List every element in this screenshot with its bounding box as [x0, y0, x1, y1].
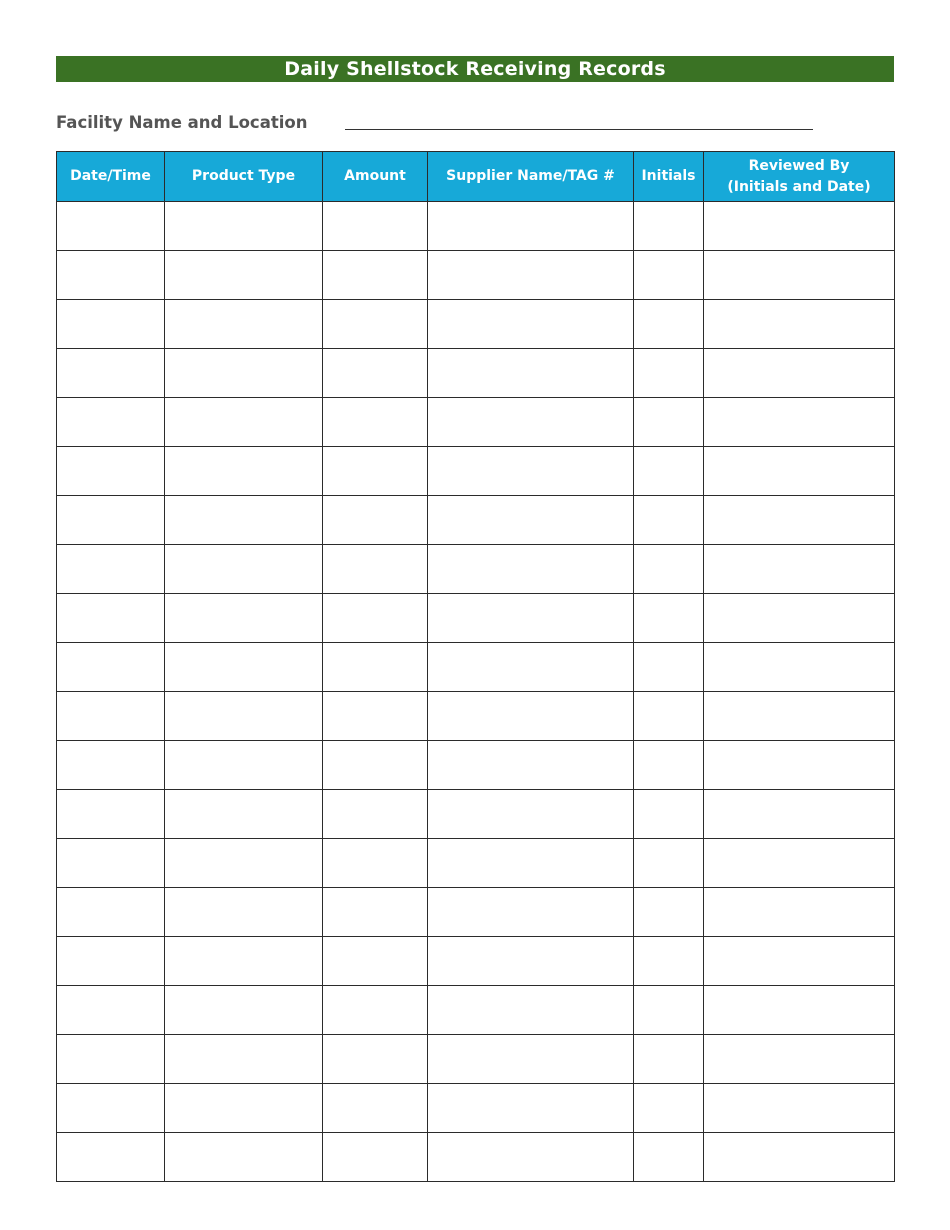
cell-reviewed-by[interactable] [704, 790, 895, 839]
facility-name-field[interactable] [345, 129, 813, 130]
cell-amount[interactable] [323, 496, 428, 545]
table-row [57, 692, 895, 741]
header-product-type: Product Type [165, 152, 323, 202]
cell-initials[interactable] [634, 300, 704, 349]
table-row [57, 790, 895, 839]
cell-initials[interactable] [634, 349, 704, 398]
cell-reviewed-by[interactable] [704, 1133, 895, 1182]
cell-supplier-name-tag[interactable] [428, 202, 634, 251]
cell-amount[interactable] [323, 545, 428, 594]
table-row [57, 1084, 895, 1133]
cell-reviewed-by[interactable] [704, 1035, 895, 1084]
cell-product-type[interactable] [165, 888, 323, 937]
cell-date-time[interactable] [57, 1133, 165, 1182]
cell-supplier-name-tag[interactable] [428, 349, 634, 398]
table-row [57, 888, 895, 937]
cell-product-type[interactable] [165, 251, 323, 300]
cell-date-time[interactable] [57, 839, 165, 888]
cell-product-type[interactable] [165, 1035, 323, 1084]
table-row [57, 839, 895, 888]
cell-product-type[interactable] [165, 398, 323, 447]
cell-supplier-name-tag[interactable] [428, 1035, 634, 1084]
table-row [57, 594, 895, 643]
cell-supplier-name-tag[interactable] [428, 692, 634, 741]
table-body [57, 202, 895, 1182]
cell-reviewed-by[interactable] [704, 447, 895, 496]
cell-supplier-name-tag[interactable] [428, 594, 634, 643]
cell-initials[interactable] [634, 692, 704, 741]
cell-reviewed-by[interactable] [704, 839, 895, 888]
cell-date-time[interactable] [57, 202, 165, 251]
cell-amount[interactable] [323, 594, 428, 643]
cell-date-time[interactable] [57, 545, 165, 594]
cell-initials[interactable] [634, 1035, 704, 1084]
cell-initials[interactable] [634, 986, 704, 1035]
cell-date-time[interactable] [57, 1084, 165, 1133]
cell-supplier-name-tag[interactable] [428, 643, 634, 692]
cell-initials[interactable] [634, 1133, 704, 1182]
cell-initials[interactable] [634, 888, 704, 937]
cell-reviewed-by[interactable] [704, 251, 895, 300]
table-row [57, 545, 895, 594]
cell-amount[interactable] [323, 888, 428, 937]
cell-date-time[interactable] [57, 447, 165, 496]
cell-amount[interactable] [323, 349, 428, 398]
cell-initials[interactable] [634, 643, 704, 692]
header-reviewed-by: Reviewed By (Initials and Date) [704, 152, 895, 202]
cell-reviewed-by[interactable] [704, 349, 895, 398]
cell-amount[interactable] [323, 790, 428, 839]
cell-date-time[interactable] [57, 986, 165, 1035]
cell-amount[interactable] [323, 1035, 428, 1084]
cell-date-time[interactable] [57, 790, 165, 839]
table-row [57, 1133, 895, 1182]
table-row [57, 300, 895, 349]
cell-reviewed-by[interactable] [704, 398, 895, 447]
facility-label: Facility Name and Location [56, 113, 308, 132]
cell-initials[interactable] [634, 594, 704, 643]
cell-amount[interactable] [323, 643, 428, 692]
cell-supplier-name-tag[interactable] [428, 741, 634, 790]
cell-product-type[interactable] [165, 1084, 323, 1133]
cell-date-time[interactable] [57, 1035, 165, 1084]
cell-date-time[interactable] [57, 496, 165, 545]
cell-initials[interactable] [634, 937, 704, 986]
cell-product-type[interactable] [165, 496, 323, 545]
cell-product-type[interactable] [165, 300, 323, 349]
table-row [57, 741, 895, 790]
cell-supplier-name-tag[interactable] [428, 398, 634, 447]
cell-supplier-name-tag[interactable] [428, 1133, 634, 1182]
cell-initials[interactable] [634, 447, 704, 496]
cell-product-type[interactable] [165, 839, 323, 888]
cell-supplier-name-tag[interactable] [428, 251, 634, 300]
cell-reviewed-by[interactable] [704, 496, 895, 545]
cell-supplier-name-tag[interactable] [428, 839, 634, 888]
cell-product-type[interactable] [165, 545, 323, 594]
cell-date-time[interactable] [57, 888, 165, 937]
cell-supplier-name-tag[interactable] [428, 545, 634, 594]
cell-supplier-name-tag[interactable] [428, 888, 634, 937]
header-supplier-name-tag: Supplier Name/TAG # [428, 152, 634, 202]
cell-date-time[interactable] [57, 937, 165, 986]
header-amount: Amount [323, 152, 428, 202]
cell-supplier-name-tag[interactable] [428, 790, 634, 839]
cell-product-type[interactable] [165, 1133, 323, 1182]
cell-amount[interactable] [323, 839, 428, 888]
cell-product-type[interactable] [165, 447, 323, 496]
cell-date-time[interactable] [57, 692, 165, 741]
cell-initials[interactable] [634, 398, 704, 447]
cell-initials[interactable] [634, 790, 704, 839]
cell-amount[interactable] [323, 692, 428, 741]
cell-reviewed-by[interactable] [704, 545, 895, 594]
cell-amount[interactable] [323, 398, 428, 447]
cell-product-type[interactable] [165, 937, 323, 986]
table-row [57, 496, 895, 545]
cell-reviewed-by[interactable] [704, 643, 895, 692]
table-row [57, 986, 895, 1035]
cell-date-time[interactable] [57, 741, 165, 790]
table-row [57, 202, 895, 251]
cell-date-time[interactable] [57, 300, 165, 349]
cell-reviewed-by[interactable] [704, 888, 895, 937]
table-row [57, 937, 895, 986]
cell-product-type[interactable] [165, 741, 323, 790]
cell-initials[interactable] [634, 545, 704, 594]
cell-product-type[interactable] [165, 594, 323, 643]
cell-amount[interactable] [323, 202, 428, 251]
header-date-time: Date/Time [57, 152, 165, 202]
cell-amount[interactable] [323, 251, 428, 300]
cell-initials[interactable] [634, 251, 704, 300]
cell-initials[interactable] [634, 1084, 704, 1133]
cell-reviewed-by[interactable] [704, 986, 895, 1035]
cell-reviewed-by[interactable] [704, 1084, 895, 1133]
cell-product-type[interactable] [165, 202, 323, 251]
cell-amount[interactable] [323, 1084, 428, 1133]
cell-amount[interactable] [323, 986, 428, 1035]
cell-supplier-name-tag[interactable] [428, 1084, 634, 1133]
cell-amount[interactable] [323, 741, 428, 790]
cell-product-type[interactable] [165, 986, 323, 1035]
table-row [57, 1035, 895, 1084]
cell-reviewed-by[interactable] [704, 937, 895, 986]
cell-reviewed-by[interactable] [704, 741, 895, 790]
cell-reviewed-by[interactable] [704, 692, 895, 741]
cell-product-type[interactable] [165, 692, 323, 741]
cell-amount[interactable] [323, 300, 428, 349]
table-row [57, 643, 895, 692]
cell-date-time[interactable] [57, 251, 165, 300]
table-row [57, 447, 895, 496]
table-row [57, 251, 895, 300]
cell-amount[interactable] [323, 1133, 428, 1182]
cell-amount[interactable] [323, 937, 428, 986]
table-row [57, 349, 895, 398]
cell-supplier-name-tag[interactable] [428, 937, 634, 986]
table-row [57, 398, 895, 447]
cell-initials[interactable] [634, 741, 704, 790]
cell-product-type[interactable] [165, 790, 323, 839]
cell-date-time[interactable] [57, 398, 165, 447]
table-header-row [57, 152, 895, 202]
header-initials: Initials [634, 152, 704, 202]
cell-supplier-name-tag[interactable] [428, 496, 634, 545]
cell-date-time[interactable] [57, 349, 165, 398]
cell-initials[interactable] [634, 839, 704, 888]
cell-supplier-name-tag[interactable] [428, 447, 634, 496]
cell-amount[interactable] [323, 447, 428, 496]
cell-reviewed-by[interactable] [704, 202, 895, 251]
cell-product-type[interactable] [165, 643, 323, 692]
cell-supplier-name-tag[interactable] [428, 300, 634, 349]
cell-product-type[interactable] [165, 349, 323, 398]
receiving-log-table [56, 151, 895, 1182]
cell-initials[interactable] [634, 496, 704, 545]
cell-initials[interactable] [634, 202, 704, 251]
cell-reviewed-by[interactable] [704, 300, 895, 349]
cell-supplier-name-tag[interactable] [428, 986, 634, 1035]
cell-date-time[interactable] [57, 594, 165, 643]
cell-reviewed-by[interactable] [704, 594, 895, 643]
cell-date-time[interactable] [57, 643, 165, 692]
form-title: Daily Shellstock Receiving Records [56, 56, 894, 82]
